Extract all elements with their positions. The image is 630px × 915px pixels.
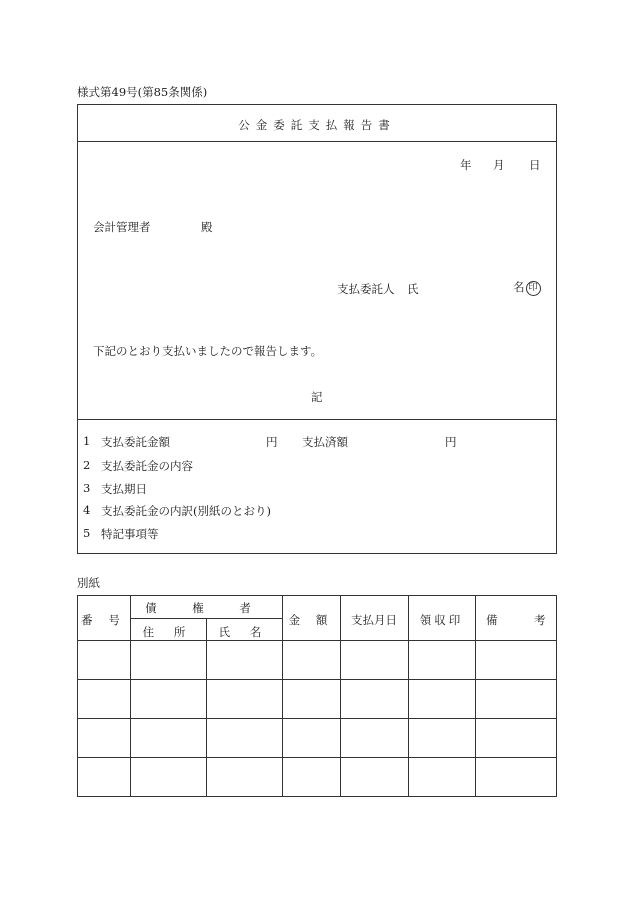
item-4-label: 支払委託金の内訳(別紙のとおり): [101, 504, 271, 518]
attachment-label: 別紙: [77, 576, 100, 590]
header-amount: 金 額: [288, 613, 334, 627]
date-day: 日: [529, 158, 541, 172]
item-2-number: 2: [83, 458, 91, 472]
item-1-label: 支払委託金額: [101, 435, 170, 449]
item-1-unit2: 円: [445, 435, 457, 449]
date-year: 年: [460, 158, 472, 172]
header-receipt-seal: 領収印: [419, 613, 464, 627]
name-prefix: 氏: [407, 282, 419, 296]
row-line: [77, 679, 557, 680]
item-5-number: 5: [83, 526, 91, 540]
col-line: [206, 618, 207, 797]
item-3-label: 支払期日: [101, 482, 147, 496]
form-number: 様式第49号(第85条関係): [77, 85, 208, 99]
header-name: 氏 名: [218, 625, 270, 639]
title-divider: [77, 141, 557, 142]
report-box: [77, 104, 557, 554]
ki-mark: 記: [311, 390, 323, 404]
items-divider: [77, 419, 557, 420]
honorific: 殿: [201, 220, 213, 234]
header-remarks-a: 備: [486, 613, 498, 627]
seal-mark: 印: [526, 281, 541, 296]
item-1-label2: 支払済額: [302, 435, 348, 449]
item-5-label: 特記事項等: [101, 527, 159, 541]
item-2-label: 支払委託金の内容: [101, 459, 193, 473]
row-line: [77, 718, 557, 719]
payer-label: 支払委託人: [337, 282, 395, 296]
header-address: 住 所: [142, 625, 194, 639]
header-remarks-b: 考: [534, 613, 546, 627]
header-sub-line: [130, 618, 282, 619]
col-line: [475, 595, 476, 797]
header-creditor: 債 権 者: [145, 601, 267, 615]
item-1-unit: 円: [266, 435, 278, 449]
header-number: 番 号: [81, 613, 126, 627]
addressee: 会計管理者: [93, 220, 151, 234]
item-3-number: 3: [83, 481, 91, 495]
report-title: 公金委託支払報告書: [238, 118, 396, 132]
name-suffix: 名: [513, 280, 525, 294]
header-pay-date: 支払月日: [351, 613, 397, 627]
row-line: [77, 640, 557, 641]
date-month: 月: [493, 158, 505, 172]
payer-name-suffix: [513, 279, 541, 296]
statement: 下記のとおり支払いましたので報告します。: [93, 344, 323, 358]
item-1-number: 1: [83, 434, 91, 448]
row-line: [77, 757, 557, 758]
item-4-number: 4: [83, 503, 91, 517]
